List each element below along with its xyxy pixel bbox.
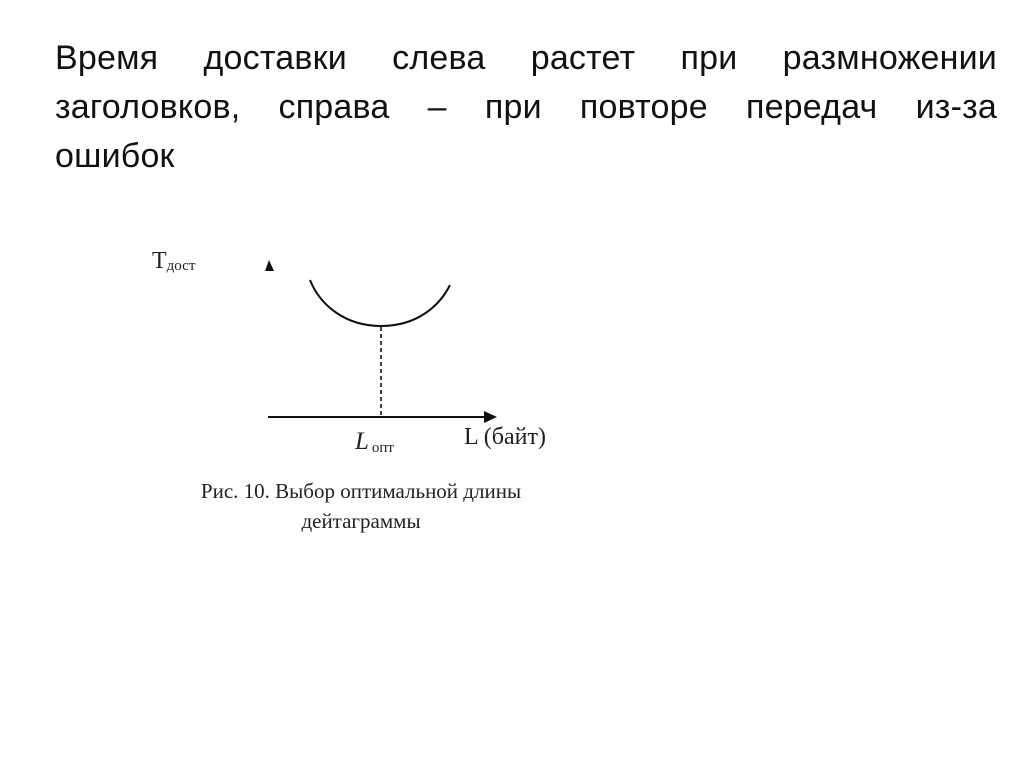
y-axis-label-sub: дост [166,258,196,274]
delivery-time-curve [310,280,450,326]
caption-line-1: Рис. 10. Выбор оптимальной длины [200,479,522,503]
optimum-label [354,428,394,456]
optimum-label-sub: опт [371,440,394,456]
x-axis-label: L (байт) [464,424,546,450]
y-axis-arrowhead [265,260,274,271]
figure-caption [135,476,587,536]
body-line-3: ошибок [55,137,175,175]
caption-line-2: дейтаграммы [301,509,421,533]
optimum-label-main: L [355,428,369,455]
body-line-2: заголовков, справа – при повторе передач из-за [55,88,997,126]
y-axis-label-main: T [152,248,167,274]
x-axis-arrowhead [484,411,497,423]
y-axis-label [152,248,196,274]
body-line-1: Время доставки слева растет при размножении [55,39,997,77]
